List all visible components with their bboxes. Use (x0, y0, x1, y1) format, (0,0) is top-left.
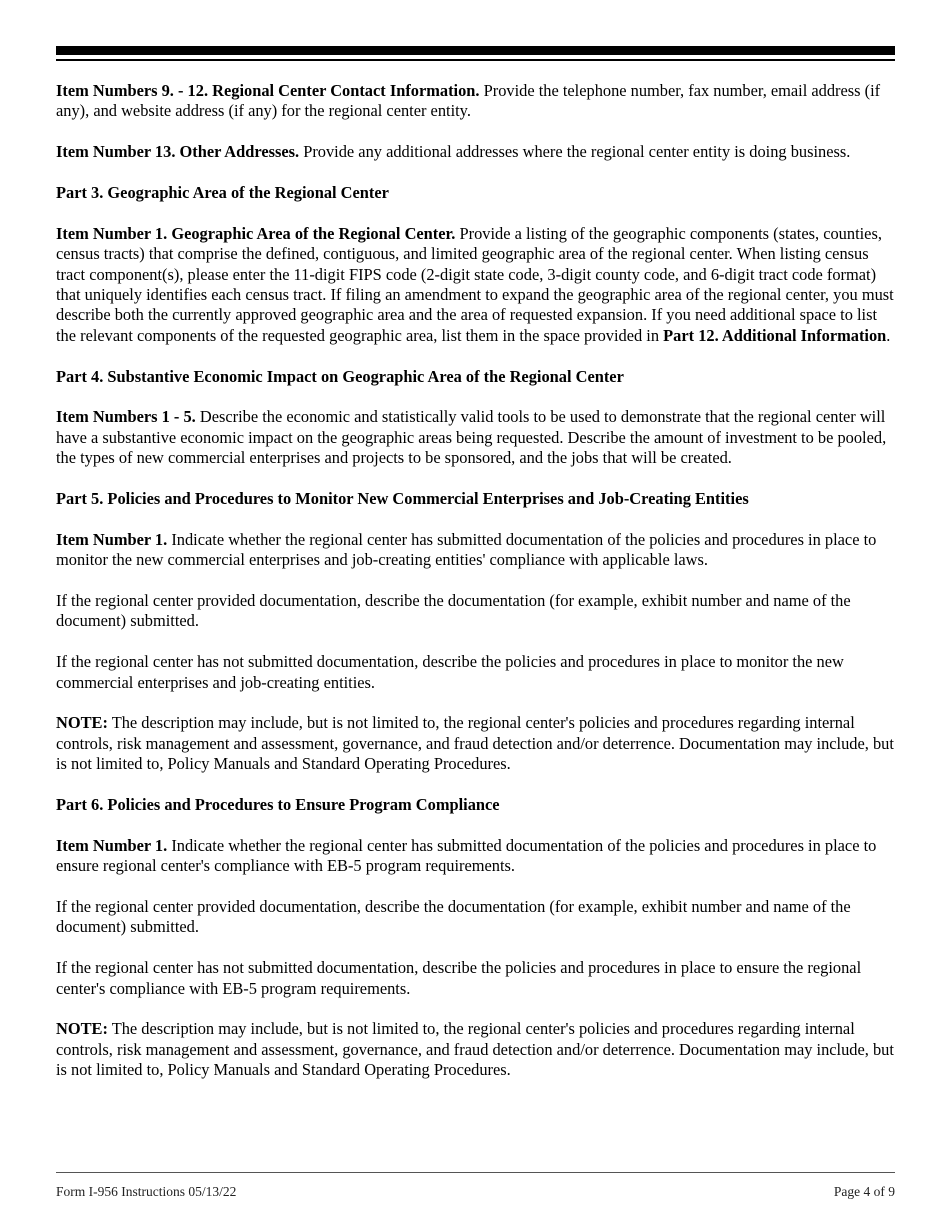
part-3-item-1-text: Provide a listing of the geographic components (states, counties, census tracts) that comprise the defined, contiguous, and limited geographic area of the regional center. When listing census tract component(s), please enter the 11-digit FIPS code (2-digit state code, 3-digit county code, and 6-digit tract code format) that uniquely identifies each census tract. If filing an amendment to expand the geographic area of the regional center, you must describe both the currently approved geographic area and the area of requested expansion. If you need additional space to list the relevant components of the requested geographic area, list them in the space provided in (56, 223, 894, 345)
footer-form-id: Form I-956 Instructions 05/13/22 (56, 1184, 237, 1199)
part-6-note-text: The description may include, but is not limited to, the regional center's policies and procedures regarding internal controls, risk management and assessment, governance, and fraud detection and/or deterrence. Documentation may include, but is not limited to, Policy Manuals and Standard Operating Procedures. (56, 1019, 894, 1080)
part-4-items-paragraph (56, 407, 895, 468)
item-9-12-lead: Item Numbers 9. - 12. Regional Center Contact Information. (56, 81, 480, 100)
item-9-12-paragraph (56, 81, 895, 122)
part-4-items-text: Describe the economic and statistically valid tools to be used to demonstrate that the regional center will have a substantive economic impact on the geographic areas being requested. Describe the amount of investment to be pooled, the types of new commercial enterprises and projects to be sponsored, and the jobs that will be created. (56, 407, 887, 468)
part-6-note-paragraph (56, 1019, 895, 1080)
header-rule-thick (56, 46, 895, 55)
part-3-item-1-paragraph (56, 224, 895, 346)
part-3-item-1-lead: Item Number 1. Geographic Area of the Regional Center. (56, 223, 456, 243)
part-6-item-1-lead: Item Number 1. (56, 835, 168, 855)
part-5-heading: Part 5. Policies and Procedures to Monitor New Commercial Enterprises and Job-Creating Entities (56, 489, 749, 509)
part-6-heading: Part 6. Policies and Procedures to Ensure Program Compliance (56, 795, 500, 815)
document-page (56, 0, 895, 1230)
instructions-body (56, 81, 895, 1101)
part-5-item-1-lead: Item Number 1. (56, 529, 168, 549)
part-5-item-1-text: Indicate whether the regional center has submitted documentation of the policies and procedures in place to monitor the new commercial enterprises and job-creating entities' compliance with applicable laws. (56, 529, 877, 570)
part-5-not-submitted-paragraph: If the regional center has not submitted documentation, describe the policies and procedures in place to monitor the new commercial enterprises and job-creating entities. (56, 652, 844, 692)
part-3-item-1-end: . (886, 325, 891, 345)
part-6-item-1-text: Indicate whether the regional center has submitted documentation of the policies and procedures in place to ensure regional center's compliance with EB-5 program requirements. (56, 835, 877, 876)
part-6-provided-paragraph: If the regional center provided documentation, describe the documentation (for example, exhibit number and name of the document) submitted. (56, 897, 851, 937)
part-6-item-1-paragraph (56, 836, 895, 877)
part-5-provided-paragraph: If the regional center provided documentation, describe the documentation (for example, exhibit number and name of the document) submitted. (56, 591, 851, 631)
part-5-note-paragraph (56, 713, 895, 774)
part-6-note-label: NOTE: (56, 1019, 108, 1039)
part-5-item-1-paragraph (56, 530, 895, 571)
part-6-not-submitted-paragraph: If the regional center has not submitted documentation, describe the policies and procedures in place to ensure the regional center's compliance with EB-5 program requirements. (56, 958, 862, 998)
part-3-heading: Part 3. Geographic Area of the Regional Center (56, 183, 389, 202)
item-13-text: Provide any additional addresses where the regional center entity is doing business. (299, 142, 851, 162)
footer-page-number: Page 4 of 9 (833, 1184, 895, 1199)
item-9-12-text: Provide the telephone number, fax number, email address (if any), and website address (if any) for the regional center entity. (56, 81, 881, 121)
part-4-items-lead: Item Numbers 1 - 5. (56, 407, 196, 427)
part-5-note-label: NOTE: (56, 713, 108, 733)
part-12-reference: Part 12. Additional Information (663, 325, 887, 345)
item-13-paragraph (56, 142, 895, 162)
item-13-lead: Item Number 13. Other Addresses. (56, 142, 300, 162)
part-4-heading: Part 4. Substantive Economic Impact on Geographic Area of the Regional Center (56, 366, 624, 386)
part-5-note-text: The description may include, but is not limited to, the regional center's policies and procedures regarding internal controls, risk management and assessment, governance, and fraud detection and/or deterrence. Documentation may include, but is not limited to, Policy Manuals and Standard Operating Procedures. (56, 713, 894, 774)
footer-rule (56, 1172, 895, 1173)
header-rule-thin (56, 59, 895, 61)
